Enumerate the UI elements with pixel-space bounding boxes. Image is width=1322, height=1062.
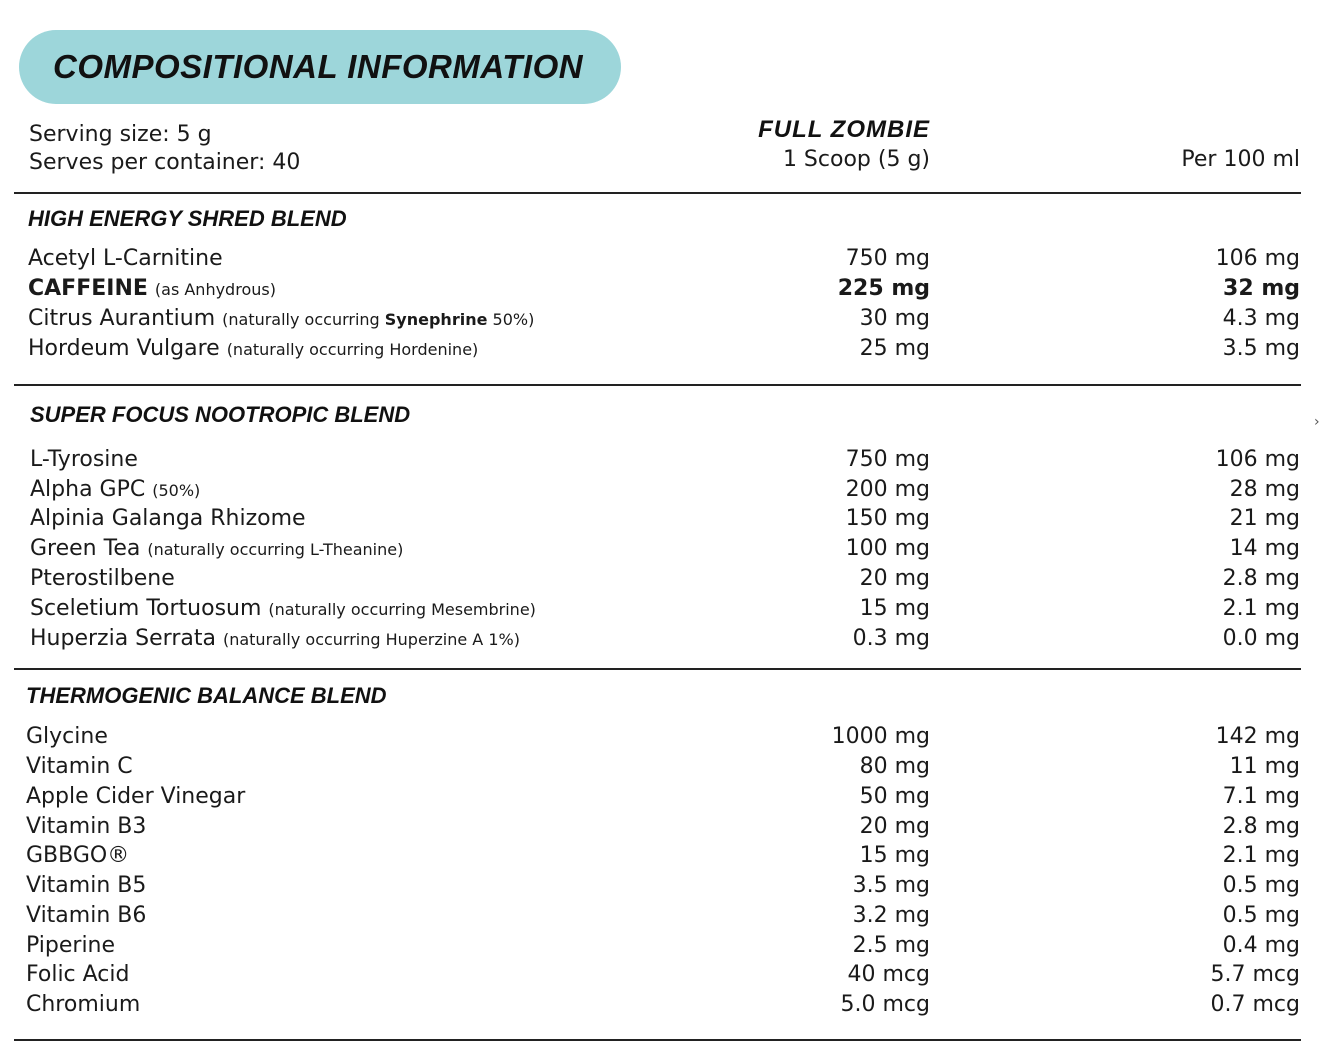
amount-per-100ml: 2.1 mg (1222, 596, 1300, 621)
amount-per-100ml: 28 mg (1229, 477, 1300, 502)
ingredient-label: Glycine (26, 724, 108, 749)
ingredient-name (30, 477, 200, 502)
amount-per-scoop: 150 mg (845, 506, 930, 531)
product-name: FULL ZOMBIE (758, 116, 930, 143)
amount-per-scoop: 3.2 mg (852, 903, 930, 928)
ingredient-name (26, 843, 129, 868)
serving-size: Serving size: 5 g (29, 122, 212, 147)
amount-per-scoop: 5.0 mcg (840, 992, 930, 1017)
ingredient-name (30, 536, 403, 561)
ingredient-row (0, 992, 1322, 1022)
amount-per-scoop: 80 mg (859, 754, 930, 779)
divider (14, 384, 1301, 386)
ingredient-name (26, 873, 146, 898)
amount-per-scoop: 1000 mg (831, 724, 930, 749)
ingredient-row (0, 246, 1322, 276)
amount-per-scoop: 3.5 mg (852, 873, 930, 898)
page-title: COMPOSITIONAL INFORMATION (53, 48, 584, 85)
ingredient-row (0, 566, 1322, 596)
amount-per-scoop: 2.5 mg (852, 933, 930, 958)
ingredient-label: Vitamin C (26, 754, 133, 779)
ingredient-note-text: (as Anhydrous) (154, 280, 276, 299)
ingredient-row (0, 306, 1322, 336)
amount-per-100ml: 5.7 mcg (1210, 962, 1300, 987)
amount-per-100ml: 0.5 mg (1222, 873, 1300, 898)
ingredient-name (28, 276, 276, 301)
ingredient-name (28, 246, 223, 271)
ingredient-name (28, 306, 534, 331)
amount-per-100ml: 142 mg (1215, 724, 1300, 749)
ingredient-note-text: (naturally occurring Mesembrine) (268, 600, 536, 619)
ingredient-label: Chromium (26, 992, 141, 1017)
ingredient-label: GBBGO® (26, 843, 130, 868)
amount-per-100ml: 3.5 mg (1222, 336, 1300, 361)
ingredient-label: Huperzia Serrata (30, 626, 216, 651)
amount-per-scoop: 40 mcg (847, 962, 930, 987)
amount-per-scoop: 750 mg (845, 447, 930, 472)
ingredient-name (26, 962, 129, 987)
amount-per-100ml: 106 mg (1215, 246, 1300, 271)
ingredient-row (0, 536, 1322, 566)
amount-per-100ml: 106 mg (1215, 447, 1300, 472)
ingredient-label: Alpinia Galanga Rhizome (30, 506, 306, 531)
amount-per-scoop: 225 mg (837, 276, 930, 301)
ingredient-note (227, 340, 479, 359)
ingredient-row (0, 933, 1322, 963)
ingredient-label: Apple Cider Vinegar (26, 784, 246, 809)
ingredient-note-text: (50%) (152, 481, 201, 500)
ingredient-note (268, 600, 535, 619)
ingredient-label: Hordeum Vulgare (28, 336, 220, 361)
ingredient-note-text: (naturally occurring Hordenine) (226, 340, 479, 359)
ingredient-row (0, 477, 1322, 507)
ingredient-name (26, 784, 245, 809)
ingredient-label: Vitamin B3 (26, 814, 147, 839)
ingredient-note-suffix: 50%) (487, 310, 535, 329)
amount-per-100ml: 0.7 mcg (1210, 992, 1300, 1017)
amount-per-scoop: 30 mg (859, 306, 930, 331)
amount-per-100ml: 11 mg (1229, 754, 1300, 779)
ingredient-note-text: (naturally occurring L-Theanine) (147, 540, 404, 559)
ingredient-row (0, 506, 1322, 536)
amount-per-100ml: 7.1 mg (1222, 784, 1300, 809)
amount-per-scoop: 750 mg (845, 246, 930, 271)
section-title: HIGH ENERGY SHRED BLEND (28, 206, 347, 231)
ingredient-row (0, 754, 1322, 784)
ingredient-row (0, 336, 1322, 366)
ingredient-row (0, 784, 1322, 814)
amount-per-scoop: 100 mg (845, 536, 930, 561)
section-title: SUPER FOCUS NOOTROPIC BLEND (30, 402, 411, 427)
title-badge (19, 30, 621, 104)
ingredient-label: Green Tea (30, 536, 141, 561)
ingredient-name (30, 566, 175, 591)
amount-per-100ml: 0.4 mg (1222, 933, 1300, 958)
ingredient-name (28, 336, 478, 361)
ingredient-note (155, 280, 276, 299)
ingredient-name (26, 992, 140, 1017)
amount-per-scoop: 15 mg (859, 843, 930, 868)
ingredient-label: Sceletium Tortuosum (30, 596, 262, 621)
ingredient-label: Vitamin B5 (26, 873, 147, 898)
divider (14, 668, 1301, 670)
column-header-per-scoop: 1 Scoop (5 g) (782, 147, 930, 172)
ingredient-row (0, 843, 1322, 873)
amount-per-100ml: 32 mg (1223, 276, 1300, 301)
ingredient-label: Citrus Aurantium (28, 306, 216, 331)
edge-tick: › (1314, 414, 1320, 430)
amount-per-scoop: 20 mg (859, 566, 930, 591)
ingredient-note (223, 630, 520, 649)
ingredient-row (0, 724, 1322, 754)
ingredient-label: Pterostilbene (30, 566, 175, 591)
ingredient-name (26, 903, 146, 928)
ingredient-note (152, 481, 200, 500)
column-header-per-100ml: Per 100 ml (1181, 147, 1300, 172)
ingredient-name (30, 596, 536, 621)
amount-per-scoop: 25 mg (859, 336, 930, 361)
amount-per-scoop: 50 mg (859, 784, 930, 809)
ingredient-name (26, 724, 108, 749)
ingredient-note (222, 310, 534, 329)
ingredient-note-emphasis: Synephrine (384, 310, 488, 329)
ingredient-name (26, 814, 146, 839)
ingredient-note-text: (naturally occurring Huperzine A 1%) (222, 630, 520, 649)
amount-per-scoop: 15 mg (859, 596, 930, 621)
ingredient-row (0, 447, 1322, 477)
ingredient-label: Piperine (26, 933, 116, 958)
divider (14, 1039, 1301, 1041)
ingredient-name (26, 754, 133, 779)
ingredient-name (26, 933, 115, 958)
ingredient-row (0, 276, 1322, 306)
section-title: THERMOGENIC BALANCE BLEND (26, 683, 387, 708)
ingredient-note (147, 540, 403, 559)
ingredient-label: Acetyl L-Carnitine (28, 246, 223, 271)
amount-per-100ml: 2.1 mg (1222, 843, 1300, 868)
ingredient-label: Vitamin B6 (26, 903, 147, 928)
ingredient-label: L-Tyrosine (30, 447, 138, 472)
amount-per-100ml: 0.5 mg (1222, 903, 1300, 928)
ingredient-name (30, 506, 306, 531)
ingredient-row (0, 626, 1322, 656)
serves-per-container: Serves per container: 40 (29, 150, 301, 175)
ingredient-name (30, 626, 520, 651)
ingredient-label: Alpha GPC (30, 477, 146, 502)
ingredient-row (0, 814, 1322, 844)
amount-per-100ml: 0.0 mg (1222, 626, 1300, 651)
ingredient-label: CAFFEINE (28, 276, 148, 301)
ingredient-row (0, 962, 1322, 992)
ingredient-row (0, 903, 1322, 933)
amount-per-100ml: 2.8 mg (1222, 814, 1300, 839)
amount-per-100ml: 21 mg (1229, 506, 1300, 531)
amount-per-100ml: 2.8 mg (1222, 566, 1300, 591)
ingredient-note-text: (naturally occurring (222, 310, 385, 329)
ingredient-label: Folic Acid (26, 962, 130, 987)
ingredient-row (0, 596, 1322, 626)
amount-per-scoop: 0.3 mg (852, 626, 930, 651)
amount-per-100ml: 14 mg (1229, 536, 1300, 561)
divider (14, 192, 1301, 194)
amount-per-scoop: 200 mg (845, 477, 930, 502)
ingredient-row (0, 873, 1322, 903)
amount-per-100ml: 4.3 mg (1222, 306, 1300, 331)
amount-per-scoop: 20 mg (859, 814, 930, 839)
ingredient-name (30, 447, 138, 472)
